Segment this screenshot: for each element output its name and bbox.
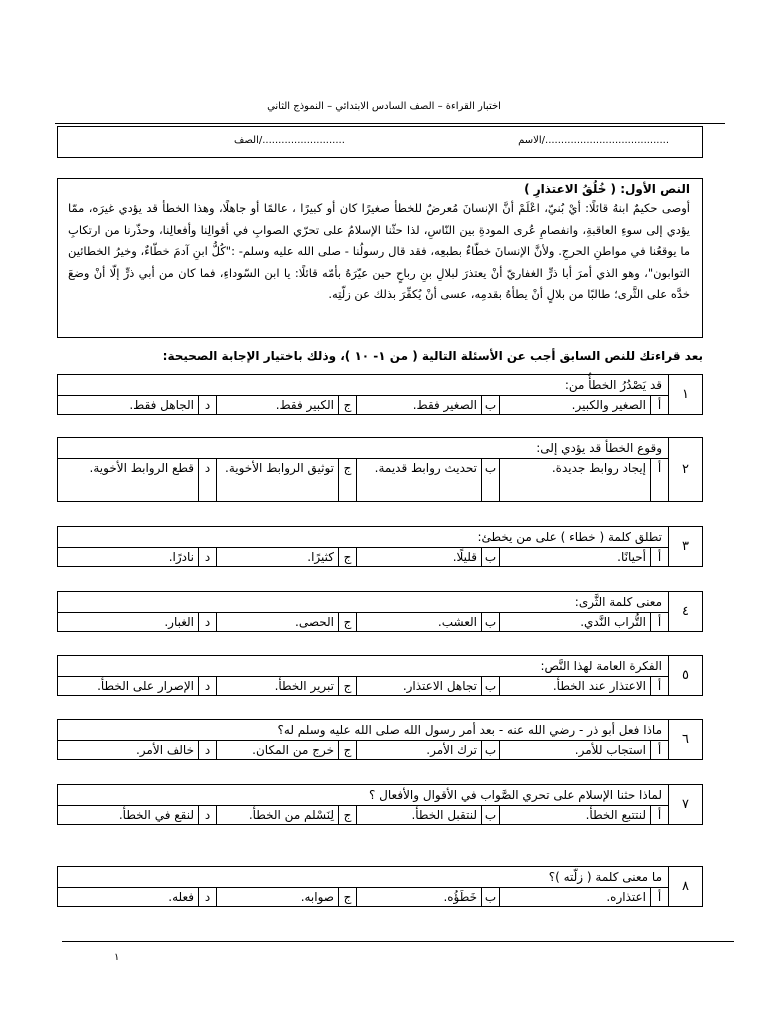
question-stem: تطلق كلمة ( خطاء ) على من يخطئ: xyxy=(58,527,668,548)
option-text: نادرًا. xyxy=(168,550,194,564)
option-letter: ب xyxy=(481,887,499,906)
option-letter: د xyxy=(198,547,216,566)
answer-options xyxy=(58,676,668,695)
option-text: خَطَؤُه. xyxy=(356,887,481,906)
answer-option-2[interactable] xyxy=(356,805,499,824)
header-divider xyxy=(55,123,725,124)
question-3 xyxy=(57,526,703,567)
answer-option-3[interactable] xyxy=(216,676,356,695)
option-text: خالف الأمر. xyxy=(135,743,194,757)
option-text: لِنَسْلم من الخطأ. xyxy=(216,805,338,824)
answer-option-2[interactable] xyxy=(356,887,499,906)
option-text: إيجاد روابط جديدة. xyxy=(499,458,650,501)
option-letter: أ xyxy=(650,458,668,501)
answer-option-3[interactable] xyxy=(216,805,356,824)
question-number: ٨ xyxy=(668,867,702,906)
passage-body: أوصى حكيمٌ ابنهُ قائلًا: أيْ بُنيّ، اعْلَمْ أنَّ الإنسانَ مُعرضٌ للخطأ صغيرًا كان أو كبيرًا ، عالمًا أو جاهلًا، وهذا الخطأ قد يؤدي غيرَه، ممّا يؤدي إلى سوءِ العاقبةِ، وانفصامِ عُرى المودةِ بين النّاسِ، لذا حثّنا الإسلامُ على تحرّي الصوابِ في أقوالِنا وأفعالِنا، وحذّرنا من ارتكابِ ما يوقعُنا في مواطنِ الحرجِ. ولأنَّ الإنسانَ خطّاءٌ بطبعِه، فقد قال رسولُنا - صلى الله عليه وسلم- :"كُلُّ ابنِ آدمَ خطّاءٌ، وخيرُ الخطائين التوابون"، وهو الذي أمرَ أبا ذرٍّ الغفاريّ أنْ يعتذرَ لبلالِ بنِ رباحٍ حين عيّرَهُ بأمّه قائلًا: يا ابن السّوداءِ، فما كان من أبي ذرٍّ إلّا أنْ وضعَ خدَّه على الثَّرى؛ طالبًا من بلالٍ أنْ يطأهُ بقدمِه، عسى أنْ يُكفِّرَ بذلك عن زلّتِه. xyxy=(68,201,690,301)
option-text: لنقع في الخطأ. xyxy=(118,808,194,822)
option-letter: أ xyxy=(650,740,668,759)
option-text: الصغير والكبير. xyxy=(499,395,650,414)
option-letter: ج xyxy=(338,395,356,414)
option-text: العشب. xyxy=(356,612,481,631)
question-number: ٦ xyxy=(668,720,702,759)
option-letter: د xyxy=(198,805,216,824)
question-2 xyxy=(57,437,703,502)
answer-options xyxy=(58,740,668,759)
answer-option-4[interactable] xyxy=(57,676,216,695)
option-letter: ج xyxy=(338,676,356,695)
question-stem: ما معنى كلمة ( زلّته )؟ xyxy=(58,867,668,888)
option-letter: ب xyxy=(481,740,499,759)
option-letter: أ xyxy=(650,395,668,414)
option-text: قطع الروابط الأخوية. xyxy=(89,461,194,475)
answer-option-1[interactable] xyxy=(499,458,668,501)
option-letter: د xyxy=(198,740,216,759)
question-stem: لماذا حثنا الإسلام على تحري الصَّواب في الأقوال والأفعال ؟ xyxy=(58,785,668,806)
answer-options xyxy=(58,805,668,824)
answer-option-3[interactable] xyxy=(216,395,356,414)
answer-option-1[interactable] xyxy=(499,805,668,824)
option-text: قليلًا. xyxy=(356,547,481,566)
option-text: اعتذاره. xyxy=(499,887,650,906)
option-text: الإصرار على الخطأ. xyxy=(97,679,194,693)
option-text: لنتتبع الخطأ. xyxy=(499,805,650,824)
option-letter: ج xyxy=(338,547,356,566)
answer-option-1[interactable] xyxy=(499,740,668,759)
answer-option-4[interactable] xyxy=(57,740,216,759)
question-stem: قد يَصْدُرُ الخطأُ من: xyxy=(58,375,668,396)
option-text: الاعتذار عند الخطأ. xyxy=(499,676,650,695)
answer-option-2[interactable] xyxy=(356,458,499,501)
question-number: ٣ xyxy=(668,527,702,566)
answer-options xyxy=(58,395,668,414)
question-5 xyxy=(57,655,703,696)
option-text: الكبير فقط. xyxy=(216,395,338,414)
footer-divider xyxy=(62,941,734,942)
option-text: خرج من المكان. xyxy=(216,740,338,759)
answer-option-4[interactable] xyxy=(57,395,216,414)
question-number: ٥ xyxy=(668,656,702,695)
page-number: ١ xyxy=(114,952,120,963)
student-info-box xyxy=(57,126,703,158)
answer-option-4[interactable] xyxy=(57,887,216,906)
option-letter: د xyxy=(198,887,216,906)
answer-options xyxy=(58,458,668,501)
answer-option-2[interactable] xyxy=(356,740,499,759)
passage-title: النص الأول: ( خُلُقُ الاعتذارِ ) xyxy=(524,182,690,196)
option-text: التُّراب النَّدي. xyxy=(499,612,650,631)
question-stem: الفكرة العامة لهذا النَّص: xyxy=(58,656,668,677)
option-letter: د xyxy=(198,612,216,631)
option-text: فعله. xyxy=(168,890,194,904)
exam-header: اختبار القراءة – الصف السادس الابتدائي – النموذج الثاني xyxy=(267,101,501,112)
option-text: تحديث روابط قديمة. xyxy=(356,458,481,501)
question-number: ٢ xyxy=(668,438,702,501)
option-letter: ج xyxy=(338,458,356,501)
answer-option-3[interactable] xyxy=(216,740,356,759)
answer-option-1[interactable] xyxy=(499,887,668,906)
answer-options xyxy=(58,887,668,906)
answer-option-1[interactable] xyxy=(499,676,668,695)
option-text: توثيق الروابط الأخوية. xyxy=(216,458,338,501)
option-letter: ج xyxy=(338,805,356,824)
option-letter: ب xyxy=(481,612,499,631)
option-letter: د xyxy=(198,458,216,501)
name-field-label: الاسم/....................................... xyxy=(518,135,669,146)
option-letter: ب xyxy=(481,805,499,824)
option-letter: ب xyxy=(481,458,499,501)
option-text: الحصى. xyxy=(216,612,338,631)
answer-option-3[interactable] xyxy=(216,547,356,566)
answer-option-4[interactable] xyxy=(57,805,216,824)
instructions: بعد قراءتك للنص السابق أجب عن الأسئلة التالية ( من ١- ١٠ )، وذلك باختيار الإجابة الصحيحة: xyxy=(162,349,703,363)
answer-option-4[interactable] xyxy=(57,547,216,566)
option-text: ترك الأمر. xyxy=(356,740,481,759)
answer-option-4[interactable] xyxy=(57,612,216,631)
option-text: أحيانًا. xyxy=(499,547,650,566)
option-letter: د xyxy=(198,395,216,414)
answer-option-1[interactable] xyxy=(499,547,668,566)
option-letter: د xyxy=(198,676,216,695)
question-number: ١ xyxy=(668,375,702,414)
option-text: الصغير فقط. xyxy=(356,395,481,414)
option-letter: ب xyxy=(481,676,499,695)
option-text: الغبار. xyxy=(164,615,194,629)
question-1 xyxy=(57,374,703,415)
question-stem: معنى كلمة الثَّرى: xyxy=(58,592,668,613)
option-letter: ج xyxy=(338,887,356,906)
option-letter: أ xyxy=(650,676,668,695)
option-text: استجاب للأمر. xyxy=(499,740,650,759)
answer-option-2[interactable] xyxy=(356,395,499,414)
question-7 xyxy=(57,784,703,825)
question-8 xyxy=(57,866,703,907)
option-letter: أ xyxy=(650,612,668,631)
question-4 xyxy=(57,591,703,632)
option-letter: ج xyxy=(338,612,356,631)
answer-option-2[interactable] xyxy=(356,612,499,631)
answer-option-3[interactable] xyxy=(216,458,356,501)
option-letter: ج xyxy=(338,740,356,759)
option-text: لنتقبل الخطأ. xyxy=(356,805,481,824)
answer-option-1[interactable] xyxy=(499,395,668,414)
option-letter: أ xyxy=(650,805,668,824)
answer-options xyxy=(58,547,668,566)
question-number: ٤ xyxy=(668,592,702,631)
option-text: تجاهل الاعتذار. xyxy=(356,676,481,695)
option-text: الجاهل فقط. xyxy=(129,398,194,412)
question-stem: وقوع الخطأ قد يؤدي إلى: xyxy=(58,438,668,459)
option-text: تبرير الخطأ. xyxy=(216,676,338,695)
option-letter: أ xyxy=(650,887,668,906)
answer-option-2[interactable] xyxy=(356,547,499,566)
question-number: ٧ xyxy=(668,785,702,824)
reading-passage xyxy=(57,178,703,338)
answer-option-1[interactable] xyxy=(499,612,668,631)
answer-option-3[interactable] xyxy=(216,887,356,906)
class-field-label: الصف/.......................... xyxy=(234,135,345,146)
answer-option-2[interactable] xyxy=(356,676,499,695)
option-letter: أ xyxy=(650,547,668,566)
option-text: كثيرًا. xyxy=(216,547,338,566)
answer-options xyxy=(58,612,668,631)
question-stem: ماذا فعل أبو ذر - رضي الله عنه - بعد أمر رسول الله صلى الله عليه وسلم له؟ xyxy=(58,720,668,741)
question-6 xyxy=(57,719,703,760)
option-text: صوابه. xyxy=(216,887,338,906)
answer-option-4[interactable] xyxy=(57,458,216,501)
option-letter: ب xyxy=(481,395,499,414)
answer-option-3[interactable] xyxy=(216,612,356,631)
option-letter: ب xyxy=(481,547,499,566)
